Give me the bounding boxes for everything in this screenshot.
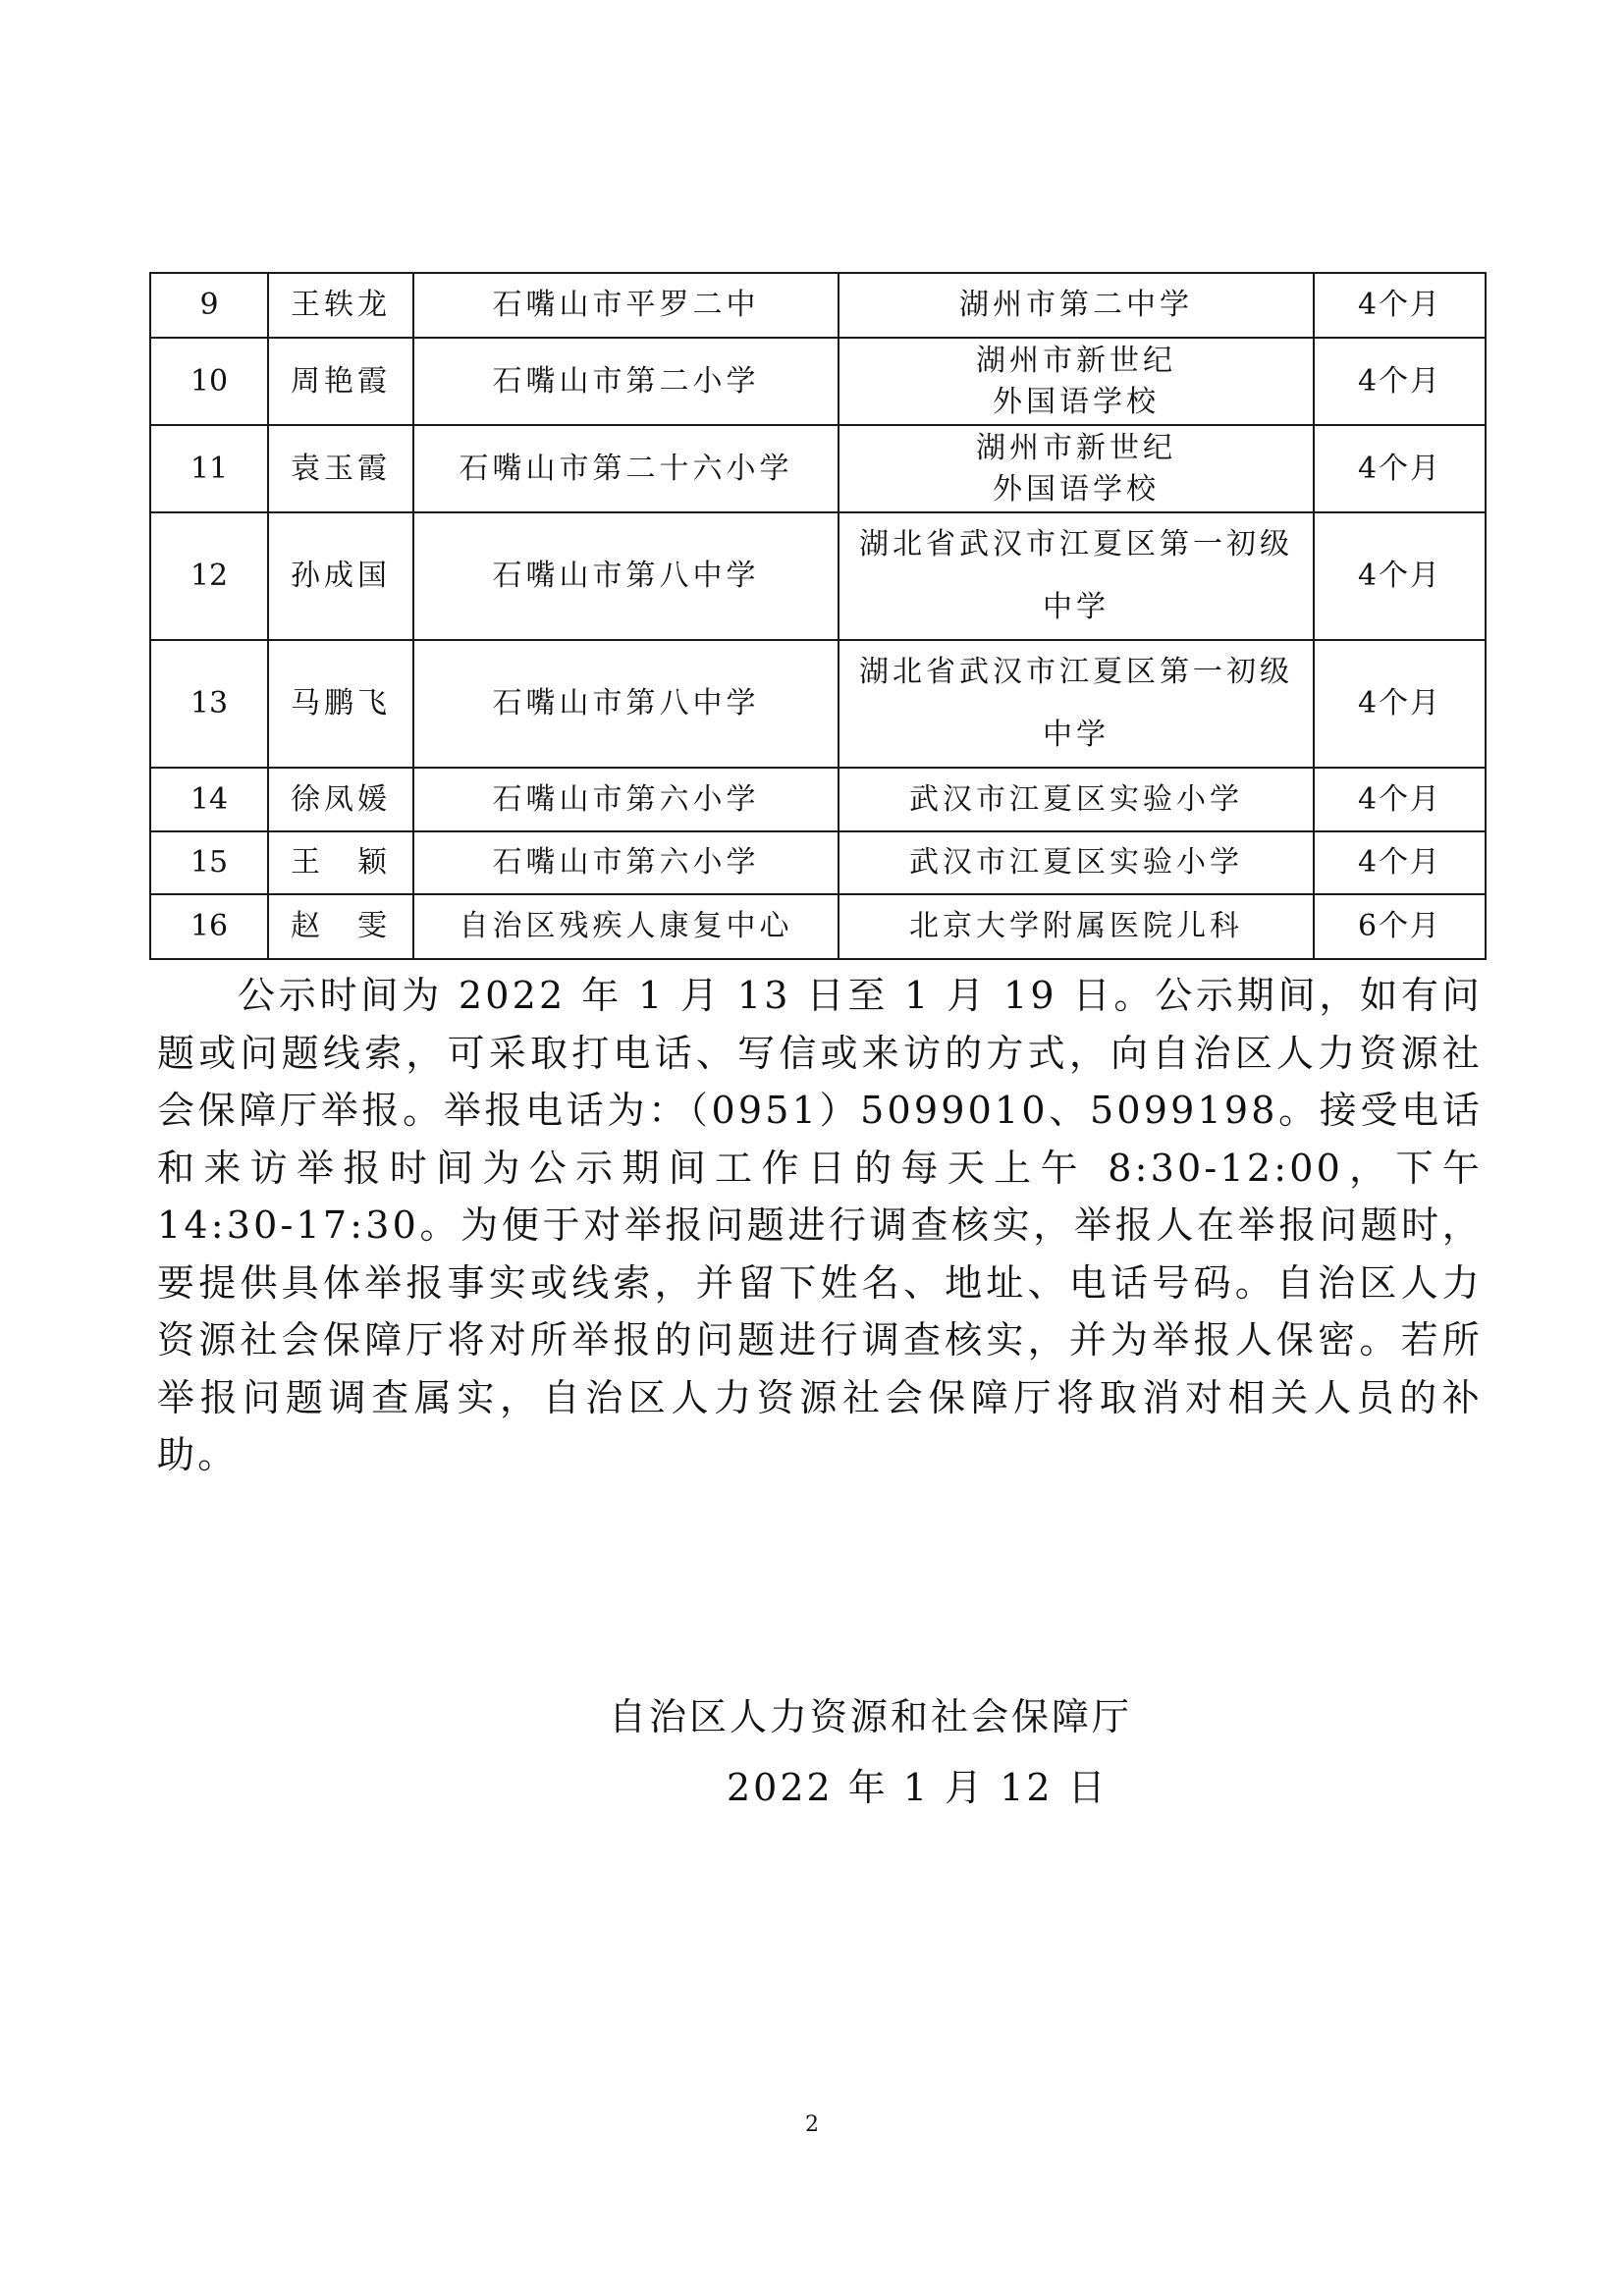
- destination-line: 武汉市江夏区实验小学: [909, 845, 1243, 880]
- origin-unit: 石嘴山市第二十六小学: [413, 425, 839, 512]
- row-number: 10: [150, 338, 268, 425]
- person-name: 周艳霞: [268, 338, 413, 425]
- row-number: 12: [150, 512, 268, 640]
- destination-unit: [839, 512, 1314, 640]
- duration: 6个月: [1314, 894, 1486, 959]
- table-row: [150, 273, 1486, 338]
- row-number: 14: [150, 768, 268, 831]
- origin-unit: 石嘴山市平罗二中: [413, 273, 839, 338]
- destination-line: 中学: [1043, 718, 1110, 752]
- destination-line: 湖州市新世纪: [976, 343, 1176, 378]
- destination-line: 湖北省武汉市江夏区第一初级: [859, 527, 1293, 561]
- table-row: [150, 425, 1486, 512]
- duration: 4个月: [1314, 640, 1486, 768]
- table-row: [150, 831, 1486, 894]
- table-row: [150, 512, 1486, 640]
- person-name: 王轶龙: [268, 273, 413, 338]
- duration: 4个月: [1314, 831, 1486, 894]
- signature-date: 2022 年 1 月 12 日: [727, 1766, 1109, 1809]
- person-name: 赵 雯: [268, 894, 413, 959]
- destination-line: 湖北省武汉市江夏区第一初级: [859, 655, 1293, 689]
- duration: 4个月: [1314, 512, 1486, 640]
- row-number: 13: [150, 640, 268, 768]
- destination-unit: [839, 768, 1314, 831]
- destination-line: 湖州市第二中学: [959, 288, 1193, 322]
- destination-unit: [839, 894, 1314, 959]
- person-name: 孙成国: [268, 512, 413, 640]
- origin-unit: 石嘴山市第八中学: [413, 512, 839, 640]
- destination-unit: [839, 338, 1314, 425]
- person-name: 王 颖: [268, 831, 413, 894]
- table-row: [150, 338, 1486, 425]
- row-number: 16: [150, 894, 268, 959]
- origin-unit: 石嘴山市第八中学: [413, 640, 839, 768]
- origin-unit: 石嘴山市第六小学: [413, 831, 839, 894]
- destination-line: 外国语学校: [993, 471, 1160, 507]
- destination-unit: [839, 831, 1314, 894]
- destination-unit: [839, 640, 1314, 768]
- row-number: 15: [150, 831, 268, 894]
- destination-unit: [839, 273, 1314, 338]
- origin-unit: 石嘴山市第六小学: [413, 768, 839, 831]
- duration: 4个月: [1314, 273, 1486, 338]
- table-row: [150, 640, 1486, 768]
- destination-line: 外国语学校: [993, 384, 1160, 419]
- person-name: 袁玉霞: [268, 425, 413, 512]
- destination-line: 中学: [1043, 590, 1110, 624]
- personnel-table: [149, 272, 1487, 960]
- origin-unit: 自治区残疾人康复中心: [413, 894, 839, 959]
- destination-line: 北京大学附属医院儿科: [909, 909, 1243, 943]
- table-row: [150, 894, 1486, 959]
- signature-organization: 自治区人力资源和社会保障厅: [609, 1695, 1133, 1738]
- row-number: 11: [150, 425, 268, 512]
- duration: 4个月: [1314, 768, 1486, 831]
- table-row: [150, 768, 1486, 831]
- person-name: 徐凤媛: [268, 768, 413, 831]
- destination-unit: [839, 425, 1314, 512]
- page-number: 2: [805, 2112, 819, 2137]
- origin-unit: 石嘴山市第二小学: [413, 338, 839, 425]
- destination-line: 湖州市新世纪: [976, 430, 1176, 465]
- row-number: 9: [150, 273, 268, 338]
- person-name: 马鹏飞: [268, 640, 413, 768]
- notice-paragraph: 公示时间为 2022 年 1 月 13 日至 1 月 19 日。公示期间，如有问题或问题线索，可采取打电话、写信或来访的方式，向自治区人力资源社会保障厅举报。举报电话为：（0951）5099010、5099198。接受电话和来访举报时间为公示期间工作日的每天上午 8:30-12:00，下午 14:30-17:30。为便于对举报问题进行调查核实，举报人在举报问题时，要提供具体举报事实或线索，并留下姓名、地址、电话号码。自治区人力资源社会保障厅将对所举报的问题进行调查核实，并为举报人保密。若所举报问题调查属实，自治区人力资源社会保障厅将取消对相关人员的补助。: [157, 974, 1483, 1476]
- destination-line: 武汉市江夏区实验小学: [909, 781, 1243, 817]
- duration: 4个月: [1314, 338, 1486, 425]
- duration: 4个月: [1314, 425, 1486, 512]
